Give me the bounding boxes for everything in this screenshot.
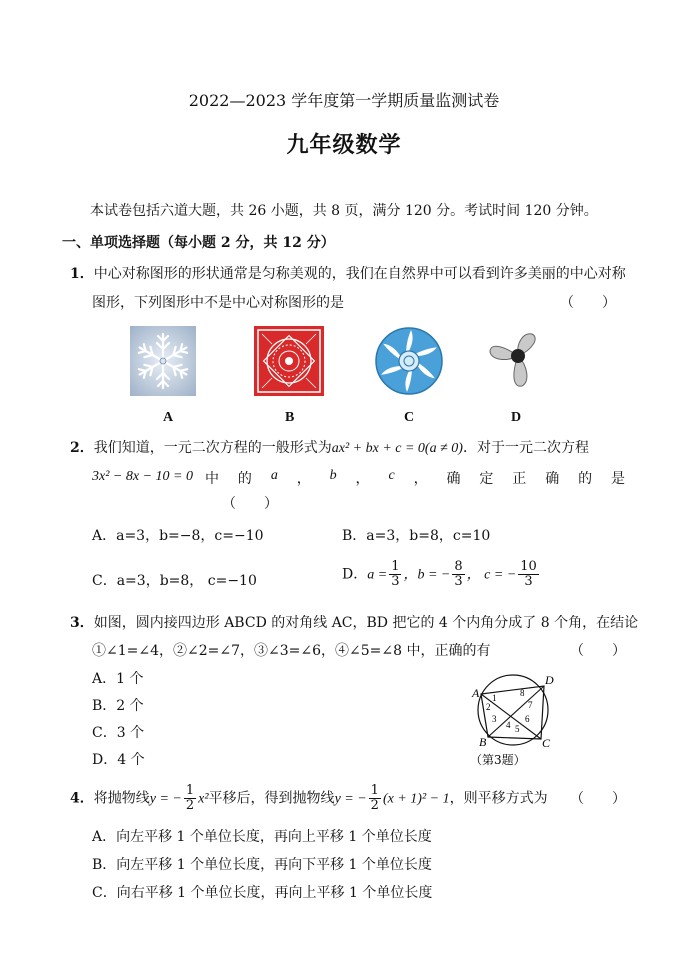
angle-label: 3 (492, 714, 497, 724)
q2-word: 定 (479, 471, 494, 487)
angle-label: 6 (525, 714, 530, 724)
q2-option-c: C．a=3，b=8， c=−10 (92, 573, 257, 589)
q3-option-a: A．1 个 (92, 671, 144, 687)
q3-option-b: B．2 个 (92, 698, 144, 714)
angle-label: 8 (520, 688, 525, 698)
vertex-a: A (472, 686, 480, 700)
q3-text-line1: 如图，圆内接四边形 ABCD 的对角线 AC，BD 把它的 4 个内角分成了 8 个角，在结论 (93, 615, 639, 631)
q1-text-line1: 中心对称图形的形状通常是匀称美观的，我们在自然界中可以看到许多美丽的中心对称 (93, 266, 626, 282)
exam-intro: 本试卷包括六道大题，共 26 小题，共 8 页，满分 120 分。考试时间 120 分钟。 (90, 203, 598, 219)
propeller-image (484, 326, 552, 396)
fraction: $\frac{1}{3}$ (391, 559, 400, 589)
angle-label: 5 (515, 724, 520, 734)
q2-line2-spread (205, 468, 625, 488)
q1-line1 (70, 263, 626, 283)
q3-circle-figure (462, 670, 572, 770)
q3-option-d: D．4 个 (92, 752, 145, 768)
q1-label-d: D (511, 410, 522, 425)
fraction: $\frac{8}{3}$ (454, 559, 463, 589)
snowflake-image (130, 326, 196, 396)
q2-word: 的 (578, 471, 593, 487)
q3-line1 (70, 612, 638, 632)
q1-number: 1． (70, 266, 94, 282)
papercut-image (254, 326, 324, 396)
q2-word: a (270, 468, 278, 483)
q2-word: 确 (545, 471, 560, 487)
q2-word: c (388, 468, 395, 483)
q2-text-a: 我们知道，一元二次方程的一般形式为 (93, 440, 332, 456)
angle-label: 1 (492, 693, 497, 703)
fraction: $\frac{1}{2}$ (185, 783, 195, 813)
q2-option-b: B．a=3，b=8，c=10 (342, 528, 491, 544)
q2-equation: 3x² − 8x − 10 = 0 (92, 469, 193, 484)
q2-word: 确 (446, 471, 461, 487)
q2-option-a: A．a=3，b=−8，c=−10 (92, 528, 264, 544)
exam-title: 2022—2023 学年度第一学期质量监测试卷 (188, 91, 500, 110)
q4-option-b: B．向左平移 1 个单位长度，再向下平移 1 个单位长度 (92, 857, 432, 873)
q1-label-a: A (163, 410, 174, 425)
q2-option-d: D．a = $\frac{1}{3}$ ，b = − $\frac{8}{3}$ ， c = − $\frac{10}{3}$ (342, 559, 537, 589)
q4-option-c: C．向右平移 1 个单位长度，再向上平移 1 个单位长度 (92, 885, 433, 901)
q2-number: 2． (70, 440, 94, 456)
q4-line1: 4．将抛物线y = − $\frac{1}{2}$ x²平移后，得到抛物线y = − $\frac{1}{2}$ (x + 1)² − 1，则平移方式为 (70, 783, 548, 813)
angle-label: 2 (486, 702, 491, 712)
q2-word: ， (355, 471, 370, 487)
section-heading: 一、单项选择题（每小题 2 分，共 12 分） (62, 235, 335, 251)
q2-line1 (70, 437, 589, 457)
fraction: $\frac{10}{3}$ (520, 559, 537, 589)
q3-figure-caption: （第3题） (470, 753, 526, 767)
q2-word: 的 (237, 471, 252, 487)
fan-disc-image (374, 326, 444, 396)
q3-answer-paren: （ ） (570, 643, 626, 659)
q4-answer-paren: （ ） (570, 791, 626, 807)
vertex-d: D (545, 673, 554, 687)
q1-text-line2: 图形，下列图形中不是中心对称图形的是 (92, 295, 344, 311)
q2-option-d-prefix: D． (342, 566, 368, 583)
q3-option-c: C．3 个 (92, 725, 145, 741)
q2-general-formula: ax² + bx + c = 0(a ≠ 0) (331, 441, 463, 456)
vertex-b: B (479, 735, 487, 749)
angle-label: 7 (528, 700, 533, 710)
q2-word: ， (413, 471, 428, 487)
q2-word: 正 (512, 471, 527, 487)
q2-word: 中 (205, 471, 219, 487)
fraction: $\frac{1}{2}$ (370, 783, 379, 813)
vertex-c: C (542, 736, 551, 750)
q2-word: b (329, 468, 337, 483)
q1-label-b: B (285, 410, 295, 425)
q2-line2 (92, 468, 193, 485)
exam-subject: 九年级数学 (286, 132, 402, 158)
q2-answer-paren: （ ） (222, 496, 278, 512)
q1-label-c: C (404, 410, 415, 425)
q1-answer-paren: （ ） (560, 295, 616, 311)
q4-number: 4． (70, 790, 94, 807)
q2-text-b: ．对于一元二次方程 (462, 440, 589, 456)
q2-word: 是 (611, 471, 625, 487)
q2-word: ， (296, 471, 311, 487)
q4-option-a: A．向左平移 1 个单位长度，再向上平移 1 个单位长度 (92, 829, 432, 845)
q3-number: 3． (70, 615, 94, 631)
angle-label: 4 (506, 720, 511, 730)
q3-text-line2: ①∠1=∠4，②∠2=∠7，③∠3=∠6，④∠5=∠8 中，正确的有 (92, 643, 491, 659)
